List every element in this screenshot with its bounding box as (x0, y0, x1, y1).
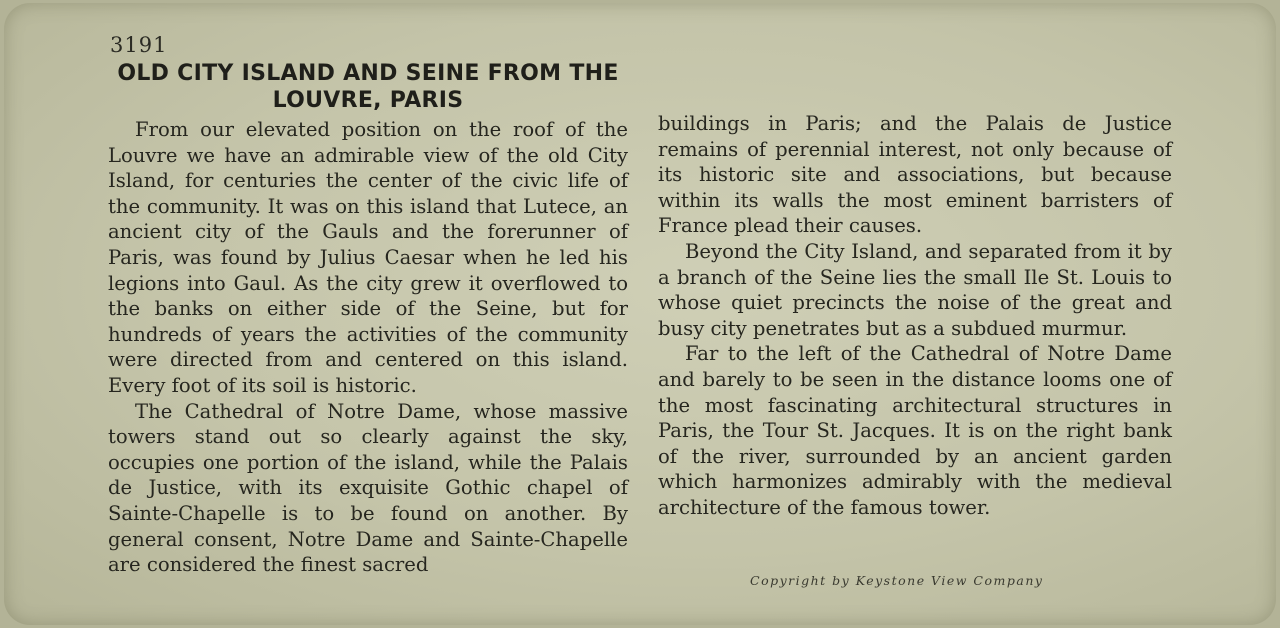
left-column (108, 117, 628, 578)
paragraph-palais-continued: buildings in Paris; and the Palais de Justice remains of perennial interest, not only because of its historic site and associations, but because within its walls the most eminent barristers of France plead their causes. (658, 112, 1172, 238)
paragraph-tour-st-jacques: Far to the left of the Cathedral of Notre Dame and barely to be seen in the distance looms one of the most fascinating architectural structures in Paris, the Tour St. Jacques. It is on the right bank of the river, surrounded by an ancient garden which harmonizes admirably with the medieval architecture of the famous tower. (658, 342, 1172, 519)
copyright-line: Copyright by Keystone View Company (750, 573, 1044, 588)
card-number: 3191 (110, 33, 168, 57)
card-title: OLD CITY ISLAND AND SEINE FROM THE LOUVRE, PARIS (117, 61, 619, 113)
paragraph-notre-dame: The Cathedral of Notre Dame, whose massive towers stand out so clearly against the sky, occupies one portion of the island, while the Palais de Justice, with its exquisite Gothic chapel of Sainte-Chapelle is to be found on another. By general consent, Notre Dame and Sainte-Chapelle are considered the finest sacred (108, 399, 628, 577)
paragraph-ile-st-louis: Beyond the City Island, and separated from it by a branch of the Seine lies the small Ile St. Louis to whose quiet precincts the noise of the great and busy city penetrates but as a subdued murmur. (658, 239, 1172, 340)
paragraph-louvre-view: From our elevated position on the roof of the Louvre we have an admirable view of the old City Island, for centuries the center of the civic life of the community. It was on this island that Lutece, an ancient city of the Gauls and the forerunner of Paris, was found by Julius Caesar when he led his legions into Gaul. As the city grew it overflowed to the banks on either side of the Seine, but for hundreds of years the activities of the community were directed from and centered on this island. Every foot of its soil is historic. (108, 118, 628, 397)
right-column (658, 111, 1172, 521)
stereoview-card-back (4, 3, 1276, 625)
